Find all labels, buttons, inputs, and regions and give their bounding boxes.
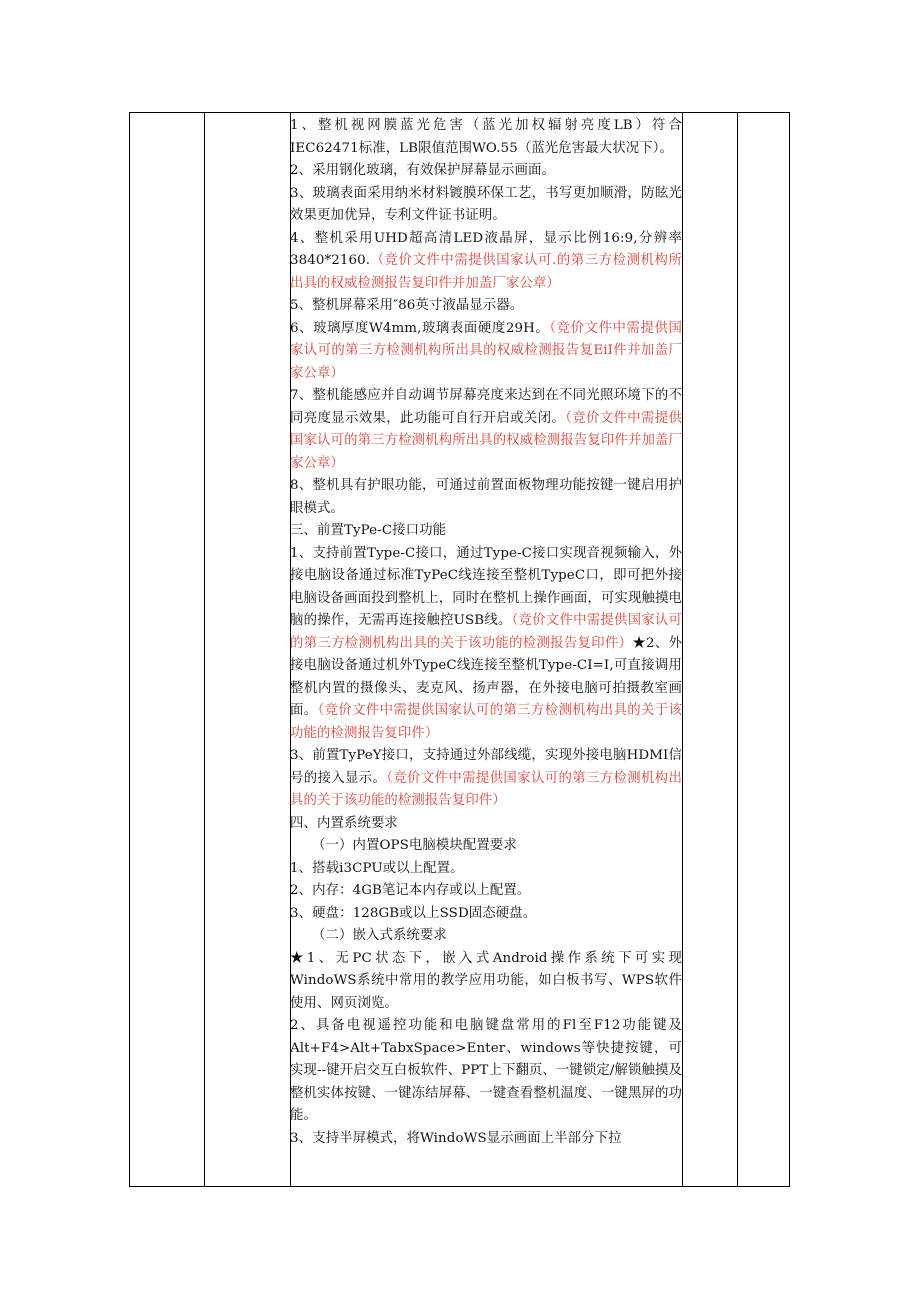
spec-paragraph (290, 115, 682, 160)
spec-paragraph (290, 925, 682, 948)
spec-paragraph (290, 318, 682, 386)
spec-paragraph (290, 903, 682, 926)
spec-text: 5、整机屏幕采用″86英寸液晶显示器。 (290, 298, 524, 313)
column-divider (204, 113, 205, 1186)
spec-text: ★2、外接电脑设备通过机外TypeC线连接至整机Type-CI=I,可直接调用整机内置的摄像头、麦克风、扬声器，在外接电脑可拍摄教室画面。 (290, 635, 683, 718)
spec-paragraph (290, 385, 682, 475)
spec-text: 3、前置TyPeY接口，支持通过外部线缆，实现外接电脑HDMI信号的接入显示。 (290, 748, 682, 786)
spec-text: 4、整机采用UHD超高清LED液晶屏，显示比例16:9,分辨率3840*2160. (290, 230, 682, 268)
spec-paragraph (290, 543, 682, 746)
spec-paragraph (290, 745, 682, 813)
requirement-note: （竞价文件中需提供国家认可的第三方检测机构所出具的权威检测报告复印件并加盖厂家公章） (290, 410, 683, 471)
spec-text: 2、具备电视遥控功能和电脑键盘常用的Fl至F12功能键及Alt+F4>Alt+TabxSpace>Enter、windows等快捷按键，可实现--键开启交互白板软件、PPT上下翻页、一键锁定/解锁触摸及整机实体按键、一键冻结屏幕、一键查看整机温度、一键黑屏的功能。 (290, 1018, 682, 1123)
spec-paragraph (290, 835, 682, 858)
spec-paragraph (290, 948, 682, 1016)
spec-paragraph (290, 228, 682, 296)
spec-paragraph (290, 813, 682, 836)
spec-paragraph (290, 520, 682, 543)
spec-text: 四、内置系统要求 (290, 815, 398, 831)
spec-text: 2、内存：4GB笔记本内存或以上配置。 (290, 883, 531, 898)
spec-text: ★1、无PC状态下，嵌入式Android操作系统下可实现WindoWS系统中常用的教学应用功能，如白板书写、WPS软件使用、网页浏览。 (290, 950, 682, 1011)
spec-paragraph (290, 1128, 682, 1151)
spec-text: 7、整机能感应并自动调节屏幕亮度来达到在不同光照环境下的不同亮度显示效果，此功能可自行开启或关闭。 (290, 388, 682, 426)
column-divider (737, 113, 738, 1186)
spec-text: 1、搭载i3CPU或以上配置。 (290, 860, 464, 876)
spec-content-cell (290, 115, 682, 1150)
spec-paragraph (290, 1015, 682, 1128)
spec-text: 3、硬盘：128GB或以上SSD固态硬盘。 (290, 905, 537, 921)
spec-paragraph (290, 880, 682, 903)
spec-text: 6、玻璃厚度W4mm,玻璃表面硬度29H。 (290, 320, 550, 336)
spec-paragraph (290, 183, 682, 228)
spec-text: （一）内置OPS电脑模块配置要求 (312, 838, 517, 853)
requirement-note: （竞价文件中需提供国家认可的第三方检测机构出具的关于该功能的检测报告复印件） (290, 703, 682, 741)
spec-text: （二）嵌入式系统要求 (312, 928, 447, 943)
requirement-note: （竞价文件中需提供国家认可的第三方检测机构所出具的权威检测报告复EiI件并加盖厂家公章） (290, 320, 682, 381)
requirement-note: （竞价文件中需提供国家认可的第三方检测机构出具的关于该功能的检测报告复印件） (290, 770, 683, 808)
requirement-note: （竞价文件中需提供国家认可.的第三方检测机构所出具的权威检测报告复印件并加盖厂家公章） (290, 253, 682, 291)
spec-text: 1、整机视网膜蓝光危害（蓝光加权辐射亮度LB）符合IEC62471标准，LB限值范围WO.55（蓝光危害最大状况下）。 (290, 118, 682, 156)
column-divider (682, 113, 683, 1186)
spec-text: 三、前置TyPe-C接口功能 (290, 523, 447, 538)
spec-text: 3、支持半屏模式，将WindoWS显示画面上半部分下拉 (290, 1130, 622, 1146)
requirement-note: （竞价文件中需提供国家认可的第三方检测机构出具的关于该功能的检测报告复印件） (290, 613, 682, 651)
spec-text: 8、整机具有护眼功能，可通过前置面板物理功能按键一键启用护眼模式。 (290, 478, 682, 516)
spec-table (129, 112, 790, 1187)
spec-paragraph (290, 160, 682, 183)
spec-text: 3、玻璃表面采用纳米材料镀膜环保工艺，书写更加顺滑，防眩光效果更加优异，专利文件证书证明。 (290, 185, 682, 223)
spec-text: 1、支持前置Type-C接口，通过Type-C接口实现音视频输入，外接电脑设备通过标准TyPeC线连接至整机TypeC口，即可把外接电脑设备画面投到整机上，同时在整机上操作画面，可实现触摸电脑的操作，无需再连接触控USB线。 (290, 545, 682, 628)
spec-paragraph (290, 858, 682, 881)
spec-paragraph (290, 295, 682, 318)
spec-paragraph (290, 475, 682, 520)
spec-text: 2、采用钢化玻璃，有效保护屏幕显示画面。 (290, 163, 555, 178)
